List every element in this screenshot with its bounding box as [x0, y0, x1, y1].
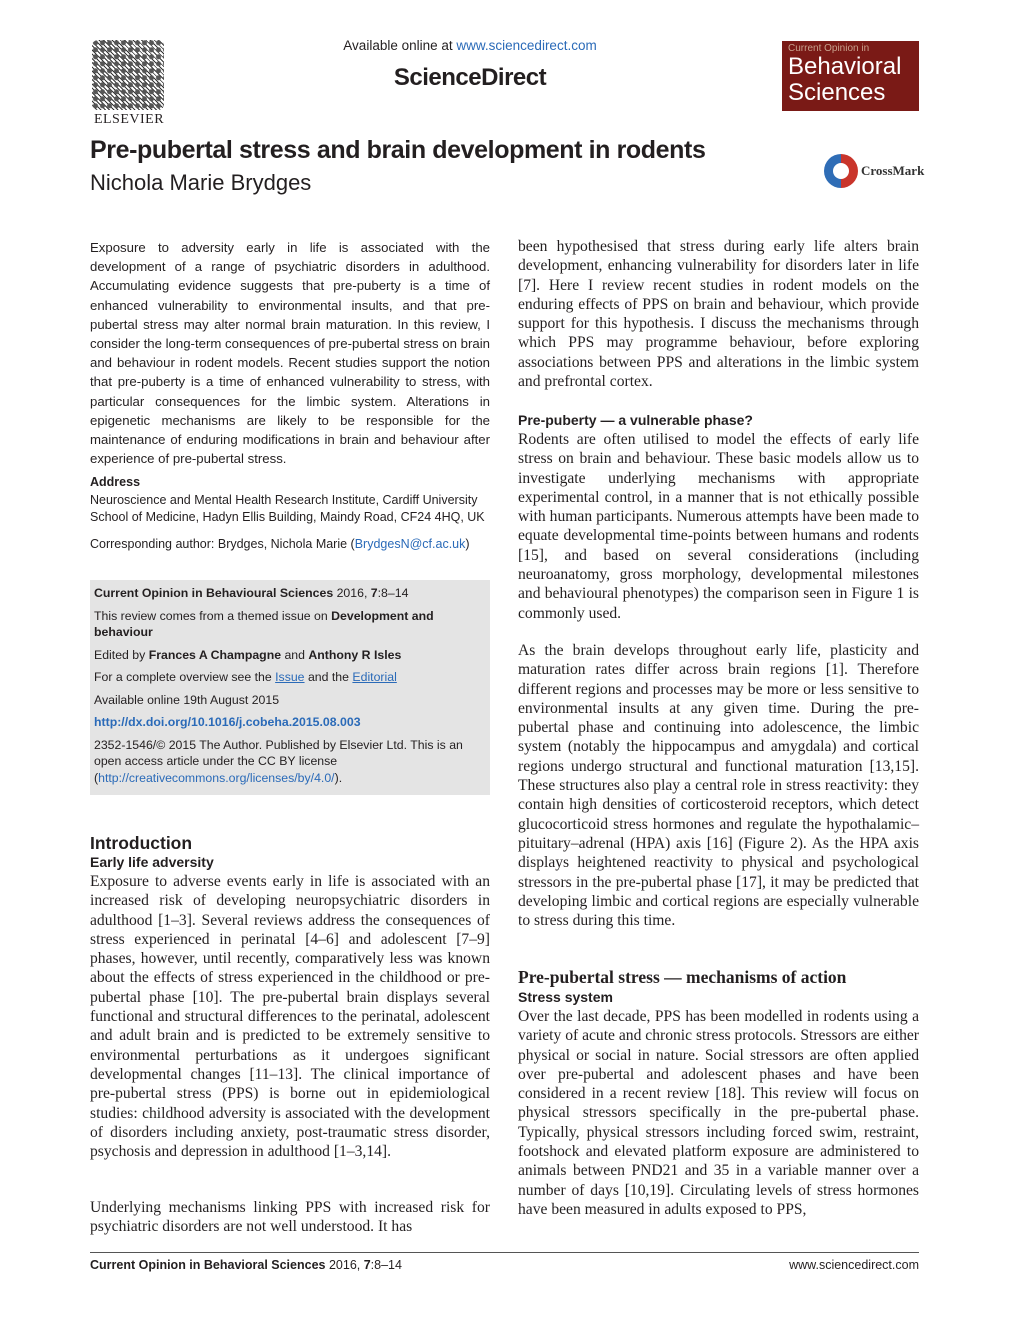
- corresponding-author: [90, 537, 490, 551]
- citation-volume: 7: [370, 586, 378, 600]
- intro-paragraph-2: Underlying mechanisms linking PPS with increased risk for psychiatric disorders are not well understood. It has: [90, 1199, 490, 1236]
- theme-name: Development and behaviour: [94, 608, 434, 639]
- intro-paragraph-1: Exposure to adverse events early in life is associated with an increased risk of developing neuropsychiatric disorders in adulthood [1–3]. Several reviews address the consequences of stress experienced in perinatal [4–6] and adolescent [7–9] phases, however, until recently, comparatively less was known about the effects of stress experienced in the childhood or pre-pubertal phase [10]. The pre-pubertal brain displays several functional and structural differences to the perinatal, adolescent and adult brain and is predicted to be extremely sensitive to environmental perturbations as it undergoes significant developmental changes [11–13]. The clinical importance of pre-pubertal stress (PPS) is borne out in epidemiological studies: childhood adversity is associated with the development of disorders including anxiety, post-traumatic stress disorder, psychosis and depression in adulthood [1–3,14].: [90, 873, 490, 1161]
- section-heading-mechanisms: Pre-pubertal stress — mechanisms of action: [518, 967, 847, 987]
- editorial-link[interactable]: Editorial: [352, 670, 397, 684]
- footer-pages: :8–14: [370, 1258, 402, 1272]
- sciencedirect-brand: ScienceDirect: [393, 64, 547, 91]
- doi-line: [94, 714, 486, 731]
- elsevier-tree-icon: [92, 40, 164, 110]
- issue-link[interactable]: Issue: [275, 670, 305, 684]
- available-prefix: Available online at: [343, 38, 453, 53]
- footer-volume: 7: [363, 1258, 371, 1272]
- section-heading-introduction: Introduction: [90, 833, 193, 853]
- corresponding-prefix: Corresponding author: Brydges, Nichola Marie (: [90, 537, 355, 551]
- edited-prefix: Edited by: [94, 647, 149, 662]
- journal-logo: [782, 41, 919, 111]
- available-date: Available online 19th August 2015: [94, 692, 280, 707]
- subsection-heading-stress-system: Stress system: [518, 989, 613, 1005]
- overview-mid: and the: [304, 670, 353, 684]
- article-title: Pre-pubertal stress and brain development in rodents: [90, 136, 706, 164]
- journal-logo-line2: Sciences: [788, 79, 886, 106]
- crossmark-label: CrossMark: [861, 163, 925, 178]
- journal-logo-line1: Behavioral: [788, 53, 902, 80]
- license-link[interactable]: http://creativecommons.org/licenses/by/4.0/: [98, 770, 335, 785]
- article-info-box: [90, 580, 490, 795]
- crossmark-badge[interactable]: [824, 154, 924, 188]
- editor-2: Anthony R Isles: [308, 647, 402, 662]
- section-heading-pre-puberty: Pre-puberty — a vulnerable phase?: [518, 412, 753, 428]
- abstract: Exposure to adversity early in life is associated with the development of a range of psychiatric disorders in adulthood. Accumulating evidence suggests that pre-puberty is a time of enhanced vulnerability to environmental insults, and that pre-pubertal stress may alter normal brain maturation. In this review, I consider the long-term consequences of pre-pubertal stress on brain and behaviour in rodent models. Recent studies support the notion that pre-puberty is a time of enhanced vulnerability to stress, with particular consequences for the limbic system. Alterations in epigenetic mechanisms are likely to be responsible for the maintenance of enduring modifications in brain and behaviour after experience of pre-pubertal stress.: [90, 240, 490, 467]
- footer-year: 2016,: [325, 1258, 364, 1272]
- citation-year: 2016,: [336, 586, 371, 600]
- theme-prefix: This review comes from a themed issue on: [94, 608, 332, 623]
- body-paragraph-2: Rodents are often utilised to model the effects of early life stress on brain and behaviour. These basic models allow us to investigate underlying mechanisms with appropriate experimental control, in a manner that is not ethically possible with human participants. Numerous attempts have been made to equate developmental time-points between humans and rodents [15], and based on several considerations (including neuroanatomy, gross morphology, developmental milestones and behavioural phenotypes) the comparison seen in Figure 1 is commonly used.: [518, 431, 919, 622]
- overview-line: [94, 669, 486, 686]
- citation-pages: :8–14: [377, 586, 409, 600]
- address-heading: Address: [90, 475, 141, 489]
- footer-journal: Current Opinion in Behavioral Sciences: [90, 1258, 326, 1272]
- subsection-heading-early-life: Early life adversity: [90, 854, 214, 870]
- overview-prefix: For a complete overview see the: [94, 670, 276, 684]
- footer-divider: [90, 1252, 919, 1253]
- elsevier-logo: [88, 40, 170, 128]
- editors-line: [94, 647, 486, 664]
- available-online: [300, 38, 640, 53]
- journal-logo-top: Current Opinion in: [788, 43, 870, 54]
- sciencedirect-link[interactable]: www.sciencedirect.com: [456, 38, 597, 53]
- edited-and: and: [281, 647, 309, 662]
- license-suffix: ).: [334, 770, 343, 785]
- license-line: [94, 737, 486, 787]
- body-paragraph-1: been hypothesised that stress during early life alters brain development, enhancing vulnerability for disorders later in life [7]. Here I review recent studies in rodent models on the enduring effects of PPS on brain and behaviour, which provide support for this hypothesis. I discuss the mechanisms through which PPS may programme behaviour, before exploring associations between PPS and alterations in the limbic system and prefrontal cortex.: [518, 238, 919, 391]
- elsevier-wordmark: ELSEVIER: [93, 112, 165, 127]
- address-line-2: School of Medicine, Hadyn Ellis Building, Maindy Road, CF24 4HQ, UK: [90, 510, 485, 524]
- license-prefix: 2352-1546/© 2015 The Author. Published by Elsevier Ltd. This is an open access article under the CC BY license (: [94, 737, 463, 785]
- editor-1: Frances A Champagne: [148, 647, 282, 662]
- footer-url[interactable]: www.sciencedirect.com: [789, 1258, 919, 1272]
- citation-journal: Current Opinion in Behavioural Sciences: [94, 586, 334, 600]
- body-paragraph-4: Over the last decade, PPS has been modelled in rodents using a variety of acute and chronic stress protocols. Stressors are either physical or social in nature. Social stressors are often applied over pre-pubertal and adolescent phases and have been considered in a recent review [18]. This review will focus on physical stressors specifically in the pre-pubertal phase. Typically, physical stressors including forced swim, restraint, footshock and elevated platform exposure are administered to animals between PND21 and 35 in a variable manner over a number of days [10,19]. Circulating levels of stress hormones have been measured in adults exposed to PPS,: [518, 1008, 919, 1218]
- body-paragraph-3: As the brain develops throughout early life, plasticity and maturation rates differ across brain regions [1]. Therefore different regions and processes may be more or less sensitive to environmental insults at any given time. During the pre-pubertal phase and continuing into adolescence, the limbic system (notably the hippocampus and amygdala) and cortical regions undergo structural and functional maturation [13,15]. These structures also play a central role in stress reactivity: they contain high densities of corticosteroid receptors, which detect glucocorticoid stress hormones and regulate the hypothalamic–pituitary–adrenal (HPA) axis [16] (Figure 2). As the HPA axis displays heightened reactivity to physical and psychological stressors in the pre-pubertal phase [17], it may be predicted that developing limbic and cortical regions are especially vulnerable to stress during this time.: [518, 642, 919, 930]
- doi-link[interactable]: http://dx.doi.org/10.1016/j.cobeha.2015.08.003: [94, 715, 361, 729]
- theme-line: [94, 608, 486, 641]
- address-line-1: Neuroscience and Mental Health Research Institute, Cardiff University: [90, 492, 478, 507]
- crossmark-icon: [824, 154, 858, 188]
- footer-citation: [90, 1258, 402, 1272]
- corresponding-suffix: ): [465, 537, 470, 551]
- article-author: Nichola Marie Brydges: [90, 170, 312, 195]
- address: [90, 474, 490, 527]
- corresponding-email-link[interactable]: BrydgesN@cf.ac.uk: [354, 537, 466, 551]
- citation-line: [94, 585, 486, 602]
